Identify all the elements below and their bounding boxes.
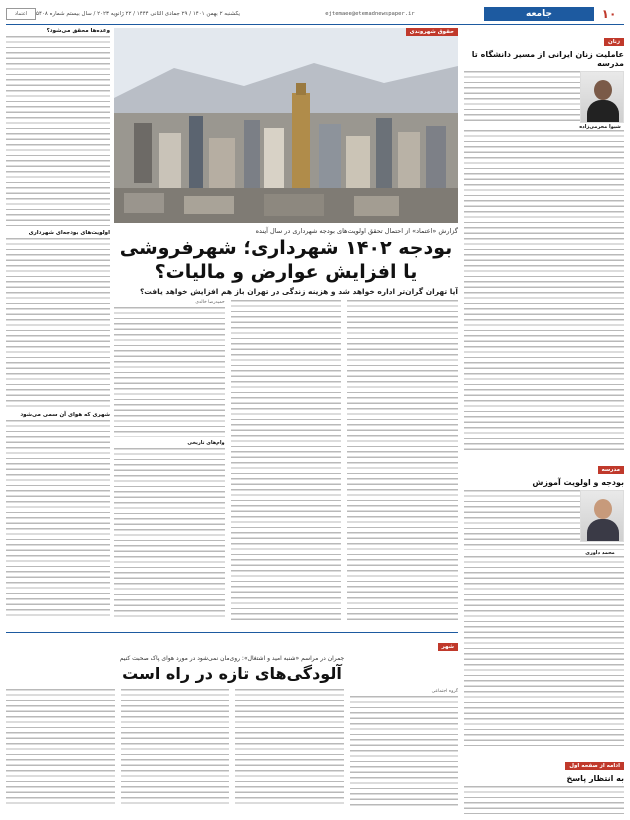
newspaper-logo: اعتماد [6,8,36,20]
page-number: ۱۰ [601,7,617,21]
author-caption: شیوا محرمی‌زاده [579,124,621,130]
article-title-budget-education[interactable]: بودجه و اولویت آموزش [532,478,624,487]
article-text-block [6,36,110,226]
article-title-awaiting-answer[interactable]: به انتظار پاسخ [566,774,624,783]
section-tag-continued: ادامه از صفحه اول [565,762,624,770]
bottom-kicker: جمران در مراسم «شنبه امید و اشتغال»: روی‌مان نمی‌شود در مورد هوای پاک صحبت کنیم [119,655,345,662]
main-headline-line1[interactable]: بودجه ۱۴۰۲ شهرداری؛ شهرفروشی [119,237,453,259]
issue-date: یکشنبه ۲ بهمن ۱۴۰۱ / ۲۹ جمادی الثانی ۱۴۴۴ / ۲۲ ژانویه ۲۰۲۳ / سال بیستم شماره ۵۴۰۸ [36,11,241,17]
text-column [121,689,230,809]
section-label[interactable]: جامعه [484,7,594,21]
text-column [350,689,459,809]
text-column [114,300,225,620]
page-header [6,6,624,22]
byline: حمیدرضا خالدی [195,300,225,305]
section-tag-city: شهر [438,643,458,651]
text-column [235,689,344,809]
section-tag-school: مدرسه [598,466,625,474]
main-kicker: گزارش «اعتماد» از احتمال تحقق اولویت‌های بودجه شهرداری در سال آینده [255,227,458,235]
right-column [464,28,624,814]
text-column [347,300,458,620]
main-headline-line2[interactable]: یا افزایش عوارض و مالیات؟ [154,261,418,283]
sidebar-title: شهری که هوای آن سمی می‌شود [20,412,110,418]
author-photo [580,490,624,542]
sidebar-title: اولویت‌های بودجه‌ای شهرداری [28,230,110,236]
bottom-headline[interactable]: آلودگی‌های تازه در راه است [122,664,342,683]
main-deck: آیا تهران گران‌تر اداره خواهد شد و هزینه زندگی در تهران باز هم افزایش خواهد یافت؟ [139,287,458,296]
article-text-block [6,420,110,620]
article-text-block [464,556,624,746]
article-text-block [464,786,624,814]
byline: گروه اجتماعی [431,689,458,694]
author-photo [580,71,624,123]
main-story-body [114,300,458,620]
bottom-story [6,632,458,814]
article-text-block [6,238,110,408]
tehran-skyline-photo [114,28,458,223]
author-caption: محمد داوری [585,550,615,556]
section-tag-women: زنان [604,38,624,46]
text-column [231,300,342,620]
main-story [114,28,458,628]
text-column [6,689,115,809]
article-title-women[interactable]: عاملیت زنان ایرانی از مسیر دانشگاه تا مدرسه [471,50,624,68]
bottom-story-body [6,689,458,809]
article-text-block [464,130,624,450]
section-email[interactable]: ejtemaee@etemadnewspaper.ir [325,11,415,17]
header-rule [6,24,624,25]
photo-tag: حقوق شهروندی [406,28,458,36]
subhead: وام‌های تاریخی [187,440,225,446]
left-column [6,28,110,628]
sidebar-title: وعده‌ها محقق می‌شود؟ [46,28,110,34]
